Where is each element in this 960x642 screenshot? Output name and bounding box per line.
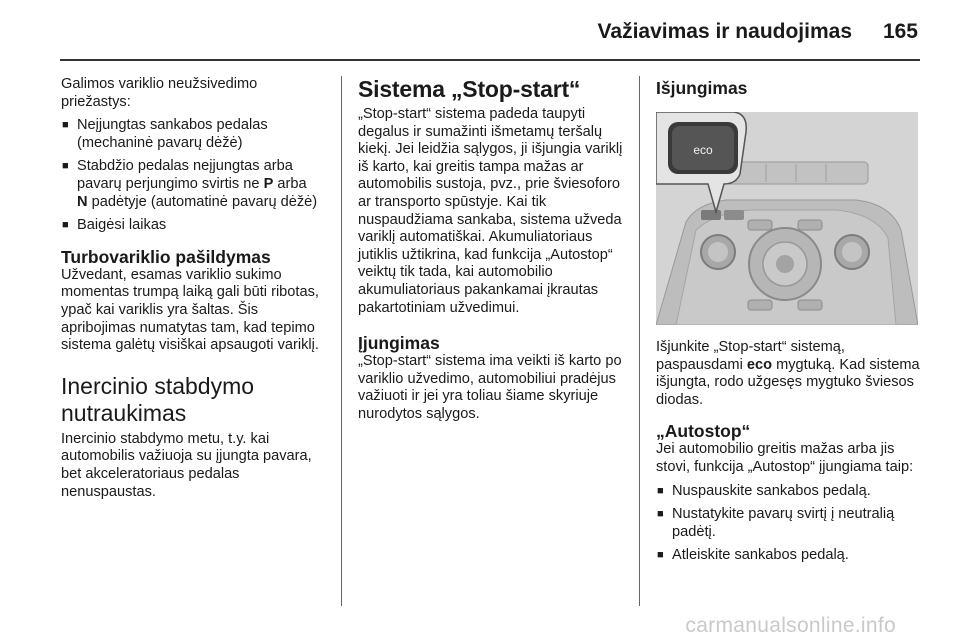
gear-n: N <box>77 193 88 210</box>
list-item: ■ Atleiskite sankabos pedalą. <box>657 547 849 564</box>
list-item: ■ Baigėsi laikas <box>62 217 167 234</box>
bullet-icon: ■ <box>657 549 664 562</box>
dashboard-figure <box>656 112 918 325</box>
turbo-text: Užvedant, esamas variklio sukimo momentas trumpą laiką gali būti ribotas, ypač kai variklis yra šaltas. Šis apribojimas numatytas tam, kad tepimo sistema galėtų visiškai apsaugoti variklį. <box>61 266 319 354</box>
list-item: ■ Nustatykite pavarų svirtį į neutralią padėtį. <box>657 506 895 540</box>
column-divider-2 <box>639 76 640 606</box>
turbo-heading: Turbovariklio pašildymas <box>61 246 271 267</box>
list-item: ■ Stabdžio pedalas neįjungtas arba pavarų perjungimo svirtis ne P arba N padėtyje (automatinė pavarų dėžė) <box>62 158 318 210</box>
deactivation-heading: Išjungimas <box>656 78 748 98</box>
list-item: ■ Neįjungtas sankabos pedalas (mechaninė pavarų dėžė) <box>62 117 268 151</box>
autostop-heading: „Autostop“ <box>656 421 751 442</box>
eco-button-label: eco <box>693 143 713 157</box>
gear-p: P <box>263 175 274 192</box>
header-rule <box>60 59 920 61</box>
page-header <box>60 18 920 54</box>
bullet-icon: ■ <box>657 484 664 497</box>
column-2 <box>358 76 626 424</box>
bullet-icon: ■ <box>657 508 664 521</box>
running-title: Važiavimas ir naudojimas <box>597 20 852 43</box>
start-failure-intro: Galimos variklio neužsivedimo priežastys: <box>61 76 258 110</box>
inertia-text: Inercinio stabdymo metu, t.y. kai automobilis važiuoja su įjungta pavara, bet akceleratoriaus pedalas nenuspaustas. <box>61 430 312 500</box>
activation-heading: Įjungimas <box>358 333 440 354</box>
center-console-illustration <box>656 112 918 325</box>
stop-start-heading: Sistema „Stop-start“ <box>358 76 581 102</box>
bullet-icon: ■ <box>62 119 69 132</box>
column-1 <box>61 76 331 501</box>
inertia-heading: Inercinio stabdymo nutraukimas <box>61 372 255 426</box>
list-item: ■ Nuspauskite sankabos pedalą. <box>657 482 871 499</box>
deactivation-text: Išjunkite „Stop-start“ sistemą, paspausdami eco mygtuką. Kad sistema išjungta, rodo užgesęs mygtuko šviesos diodas. <box>656 339 920 408</box>
watermark: carmanualsonline.info <box>685 614 896 637</box>
column-divider-1 <box>341 76 342 606</box>
bullet-icon: ■ <box>62 160 69 173</box>
eco-label: eco <box>746 356 773 373</box>
page-number: 165 <box>882 20 918 43</box>
autostop-text: Jei automobilio greitis mažas arba jis stovi, funkcija „Autostop“ įjungiama taip: <box>656 441 914 475</box>
stop-start-text: „Stop-start“ sistema padeda taupyti degalus ir sumažinti išmetamų teršalų kiekį. Jei leidžia sąlygos, ji išjungia variklį iš karto, kai greitis tampa mažas ar automobilis sustoja, pvz., prie šviesoforo ar transporto spūstyje. Kai tik nuspaudžiama sankaba, sistema užveda variklį automatiškai. Akumuliatoriaus jutiklis užtikrina, kad funkcija „Autostop“ veiktų tik tada, kai automobilio akumuliatoriaus pakankamai įkrautas pakartotiniam užvedimui. <box>358 106 623 316</box>
bullet-icon: ■ <box>62 219 69 232</box>
activation-text: „Stop-start“ sistema ima veikti iš karto po variklio užvedimo, automobiliui pradėjus važiuoti ir jei yra toliau šiame skyriuje nurodytos sąlygos. <box>358 353 622 422</box>
column-3 <box>656 76 926 565</box>
